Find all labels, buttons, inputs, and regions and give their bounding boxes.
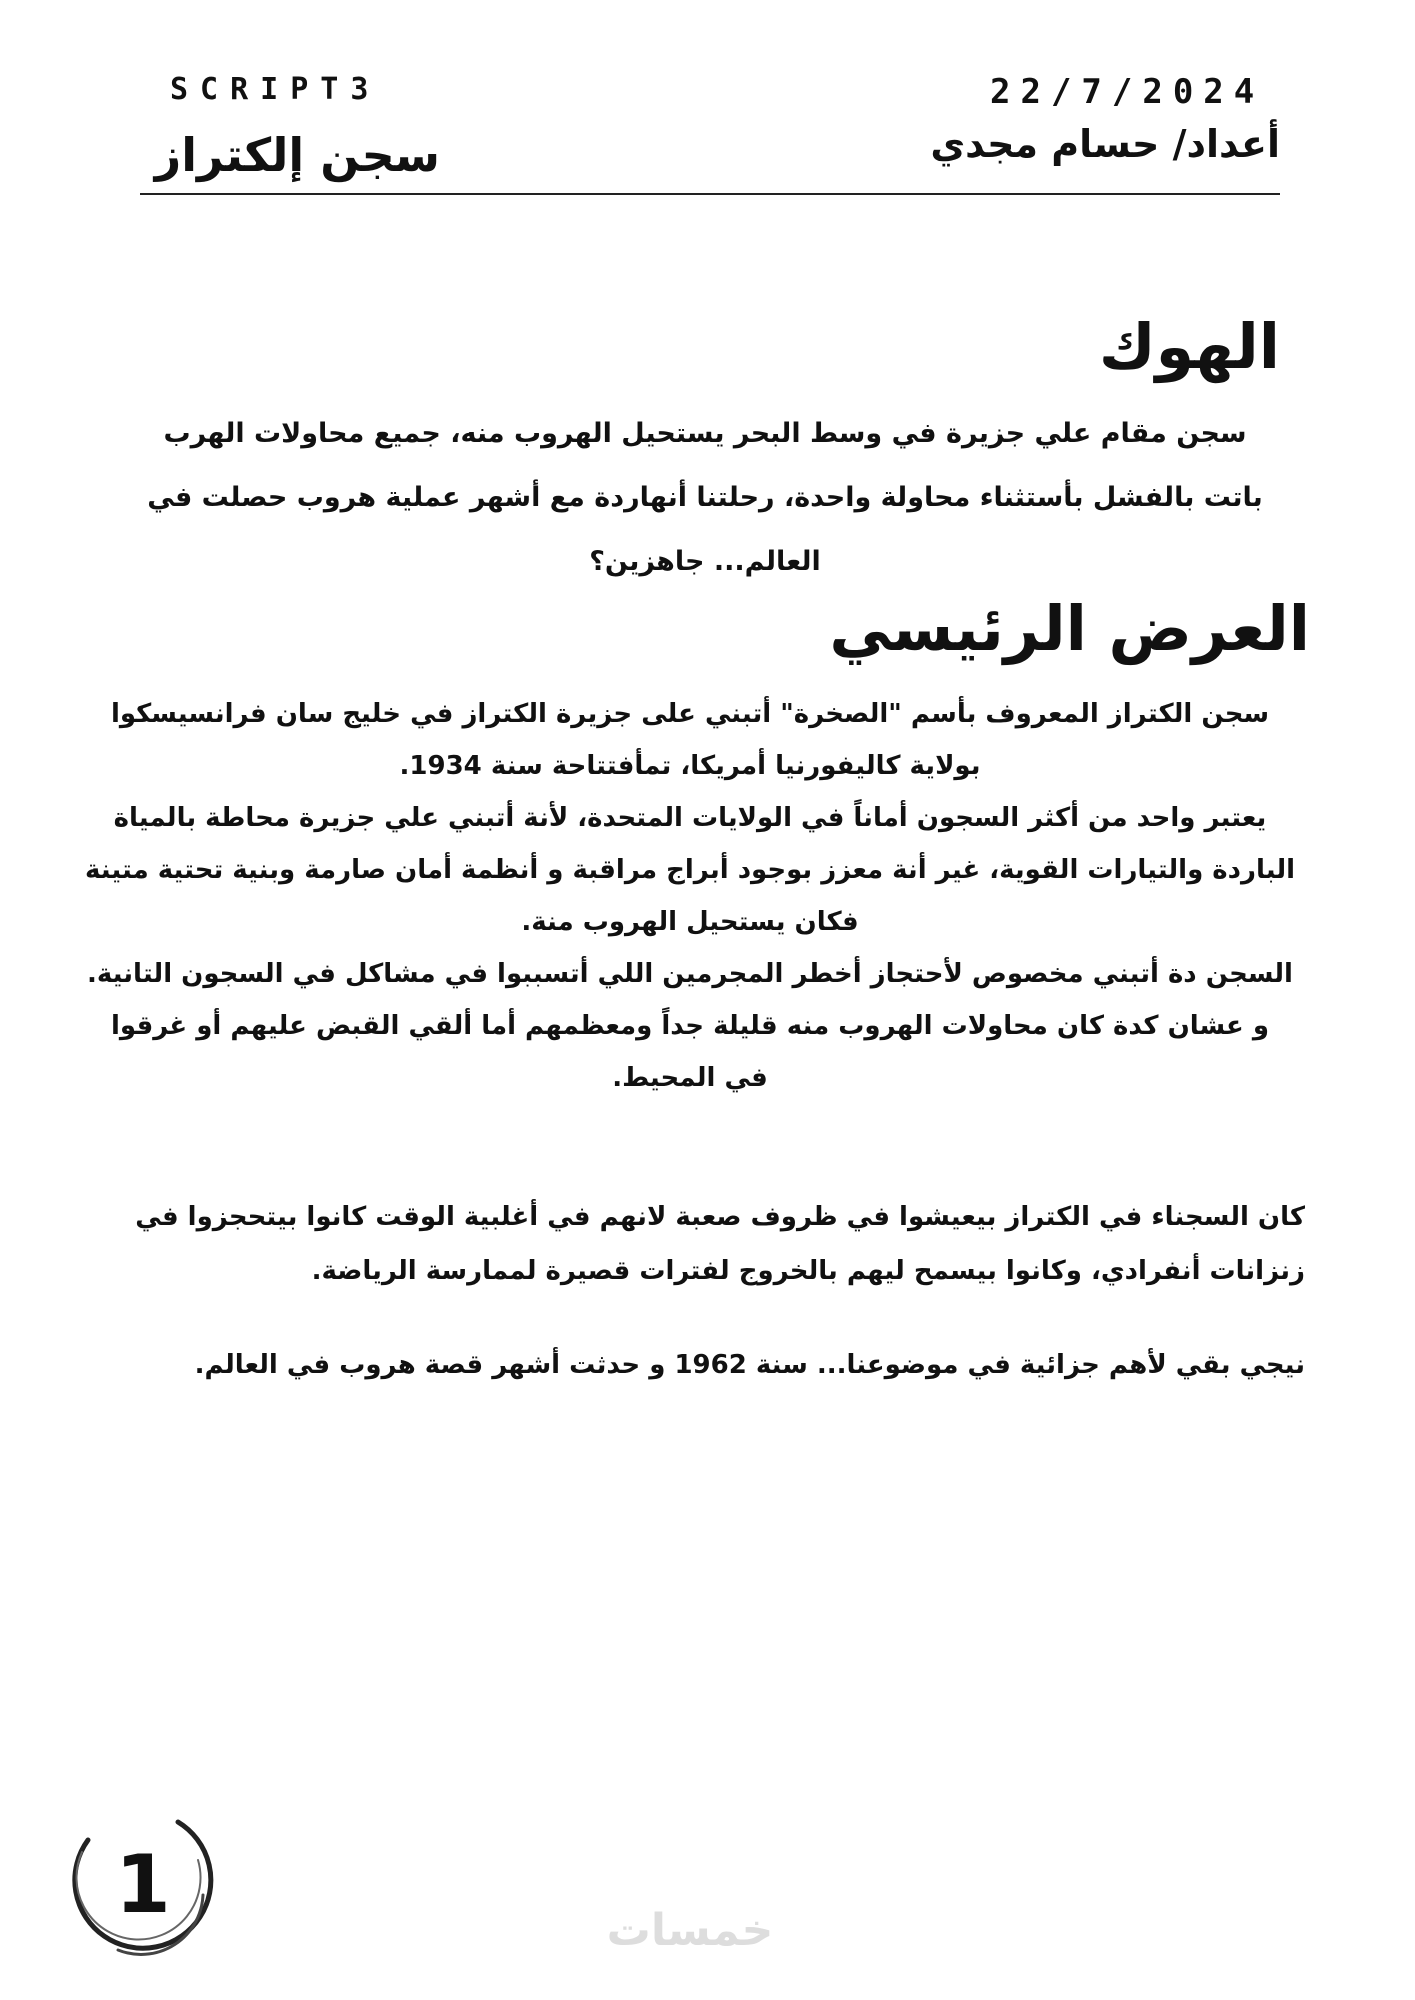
document-date: 22/7/2024 <box>990 72 1265 112</box>
script-label: SCRIPT3 <box>170 72 381 107</box>
document-title: سجن إلكتراز <box>154 128 440 182</box>
header-divider <box>140 193 1280 195</box>
main-paragraph-purpose: السجن دة أتبني مخصوص لأحتجاز أخطر المجرمين اللي أتسببوا في مشاكل في السجون التانية. <box>87 959 1293 989</box>
main-paragraph-location: سجن الكتراز المعروف بأسم "الصخرة" أتبني على جزيرة الكتراز في خليج سان فرانسيسكوا بولاية كاليفورنيا أمريكا، تمأفتتاحة سنة 1934. <box>110 699 1270 781</box>
main-body <box>85 688 1295 1104</box>
main-paragraph-escapes: و عشان كدة كان محاولات الهروب منه قليلة جداً ومعظمهم أما ألقي القبض عليهم أو غرقوا في المحيط. <box>111 1011 1269 1093</box>
main-heading: العرض الرئيسي <box>829 592 1310 665</box>
hook-heading: الهوك <box>1098 310 1280 383</box>
transition-paragraph: نيجي بقي لأهم جزائية في موضوعنا... سنة 1962 و حدثت أشهر قصة هروب في العالم. <box>194 1350 1305 1380</box>
hook-paragraph: سجن مقام علي جزيرة في وسط البحر يستحيل الهروب منه، جميع محاولات الهرب باتت بالفشل بأستثناء محاولة واحدة، رحلتنا أنهاردة مع أشهر عملية هروب حصلت في العالم... جاهزين؟ <box>147 418 1263 577</box>
author-credit: أعداد/ حسام مجدي <box>930 122 1280 166</box>
page-number: 1 <box>115 1838 171 1931</box>
watermark-logo: خمسات <box>606 1905 774 1956</box>
main-paragraph-security: يعتبر واحد من أكثر السجون أماناً في الولايات المتحدة، لأنة أتبني علي جزيرة محاطة بالمياة الباردة والتيارات القوية، غير أنة معزز بوجود أبراج مراقبة و أنظمة أمان صارمة وبنية تحتية متينة فكان يستحيل الهروب منة. <box>84 803 1295 937</box>
prisoners-paragraph: كان السجناء في الكتراز بيعيشوا في ظروف صعبة لانهم في أغلبية الوقت كانوا بيتحجزوا في زنزانات أنفرادي، وكانوا بيسمح ليهم بالخروج لفترات قصيرة لممارسة الرياضة. <box>135 1202 1305 1286</box>
